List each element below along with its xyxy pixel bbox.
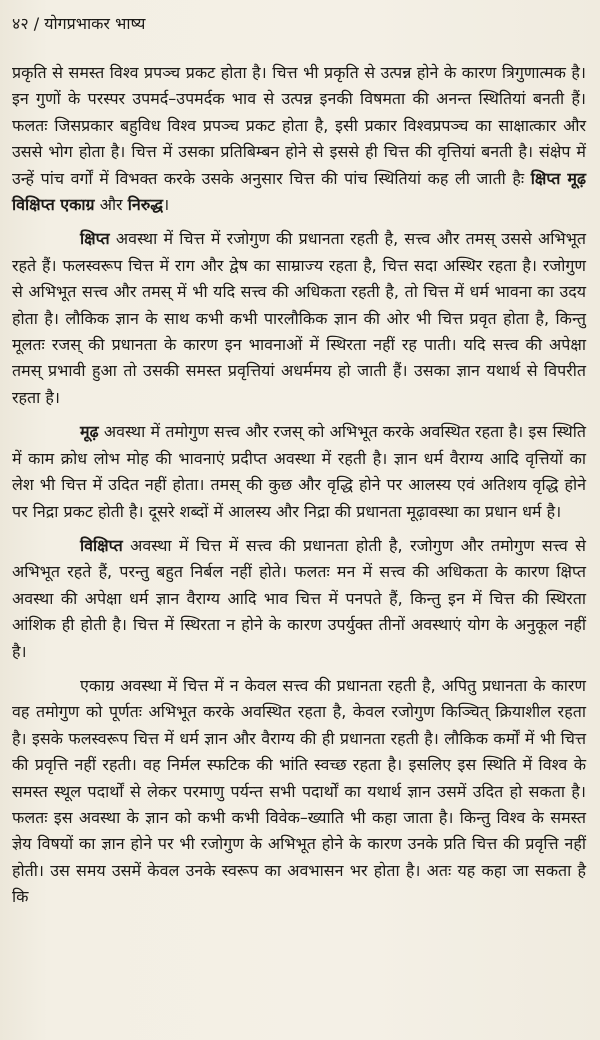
bold-term: मूढ़: [80, 422, 99, 442]
bold-term: क्षिप्त मूढ़ विक्षिप्त एकाग्र: [12, 168, 586, 215]
body-text: [12, 60, 586, 919]
paragraph-text: एकाग्र अवस्था में चित्त में न केवल सत्त्व की प्रधानता रहती है, अपितु प्रधानता के कारण वह तमोगुण को पूर्णतः अभिभूत करके अवस्थित रहता है, केवल रजोगुण किञ्चित् क्रियाशील रहता है। इसके फलस्वरूप चित्त में धर्म ज्ञान और वैराग्य की ही प्रधानता रहती है। लौकिक कर्मों में भी चित्त की प्रवृत्ति नहीं रहती। वह निर्मल स्फटिक की भांति स्वच्छ रहता है। इसलिए इस स्थिति में विश्व के समस्त स्थूल पदार्थों से लेकर परमाणु पर्यन्त सभी पदार्थों का यथार्थ ज्ञान उसमें उदित हो सकता है। फलतः इस अवस्था के ज्ञान को कभी कभी विवेक–ख्याति भी कहा जाता है। किन्तु विश्व के समस्त ज्ञेय विषयों का ज्ञान होने पर भी रजोगुण के अभिभूत होने के कारण उनके प्रति चित्त की प्रवृत्ति नहीं होती। उस समय उसमें केवल उनके स्वरूप का अवभासन भर होता है। अतः यह कहा जा सकता है कि: [12, 675, 586, 907]
paragraph-text: अवस्था में चित्त में सत्त्व की प्रधानता होती है, रजोगुण और तमोगुण सत्त्व से अभिभूत रहते हैं, परन्तु बहुत निर्बल नहीं होते। फलतः मन में सत्त्व की अधिकता के कारण क्षिप्त अवस्था की अपेक्षा धर्म ज्ञान वैराग्य आदि भाव चित्त में पनपते हैं, किन्तु इन में चित्त की स्थिरता आंशिक ही होती है। चित्त में स्थिरता न होने के कारण उपर्युक्त तीनों अवस्थाएं योग के अनुकूल नहीं है।: [12, 535, 586, 661]
paragraph-end: ।: [163, 195, 170, 215]
paragraph-vikshipta: [12, 533, 586, 665]
page-number: ४२: [12, 14, 29, 33]
paragraph-text: अवस्था में तमोगुण सत्त्व और रजस् को अभिभूत करके अवस्थित रहता है। इस स्थिति में काम क्रोध लोभ मोह की भावनाएं प्रदीप्त अवस्था में रहती है। ज्ञान धर्म वैराग्य आदि वृत्तियों का लेश भी चित्त में उदित नहीं होता। तमस् की कुछ और वृद्धि होने पर आलस्य एवं अतिशय वृद्धि होने पर निद्रा प्रकट होती है। दूसरे शब्दों में आलस्य और निद्रा की प्रधानता मूढ़ावस्था का प्रधान धर्म है।: [12, 422, 586, 521]
header-separator: /: [33, 14, 40, 33]
bold-term: क्षिप्त: [80, 229, 110, 249]
paragraph-ekagra: [12, 673, 586, 911]
bold-term: विक्षिप्त: [80, 535, 123, 555]
paragraph-text: प्रकृति से समस्त विश्व प्रपञ्च प्रकट होता है। चित्त भी प्रकृति से उत्पन्न होने के कारण त्रिगुणात्मक है। इन गुणों के परस्पर उपमर्द–उपमर्दक भाव से उत्पन्न इनकी विषमता की अनन्त स्थितियां बनती हैं। फलतः जिसप्रकार बहुविध विश्व प्रपञ्च प्रकट होता है, इसी प्रकार विश्वप्रपञ्च का साक्षात्कार और उससे भोग होता है। चित्त में उसका प्रतिबिम्बन होने से इससे ही चित्त की वृत्तियां बनती है। संक्षेप में उन्हें पांच वर्गों में विभक्त करके उसके अनुसार चित्त की पांच स्थितियां कह ली जाती हैः: [12, 63, 586, 188]
paragraph-intro: [12, 60, 586, 218]
connector-text: और: [99, 195, 123, 215]
paragraph-text: अवस्था में चित्त में रजोगुण की प्रधानता रहती है, सत्त्व और तमस् उससे अभिभूत रहते हैं। फलस्वरूप चित्त में राग और द्वेष का साम्राज्य रहता है, चित्त सदा अस्थिर रहता है। रजोगुण से अभिभूत सत्त्व और तमस् में भी यदि सत्त्व की अधिकता रहती है, तो चित्त में धर्म भावना का उदय होता है। लौकिक ज्ञान के साथ कभी कभी पारलौकिक ज्ञान की ओर भी चित्त प्रवृत होता है, किन्तु मूलतः रजस् की प्रधानता के कारण इन भावनाओं में स्थिरता नहीं रह पाती। यदि सत्त्व की अपेक्षा तमस् प्रभावी हुआ तो उसकी समस्त प्रवृत्तियां अधर्ममय हो जाती हैं। उसका ज्ञान यथार्थ से विपरीत रहता है।: [12, 229, 586, 407]
book-title: योगप्रभाकर भाष्य: [44, 14, 146, 33]
paragraph-kshipta: [12, 226, 586, 411]
running-header: [12, 10, 145, 38]
paragraph-mudha: [12, 419, 586, 525]
bold-term: निरुद्ध: [127, 195, 164, 215]
